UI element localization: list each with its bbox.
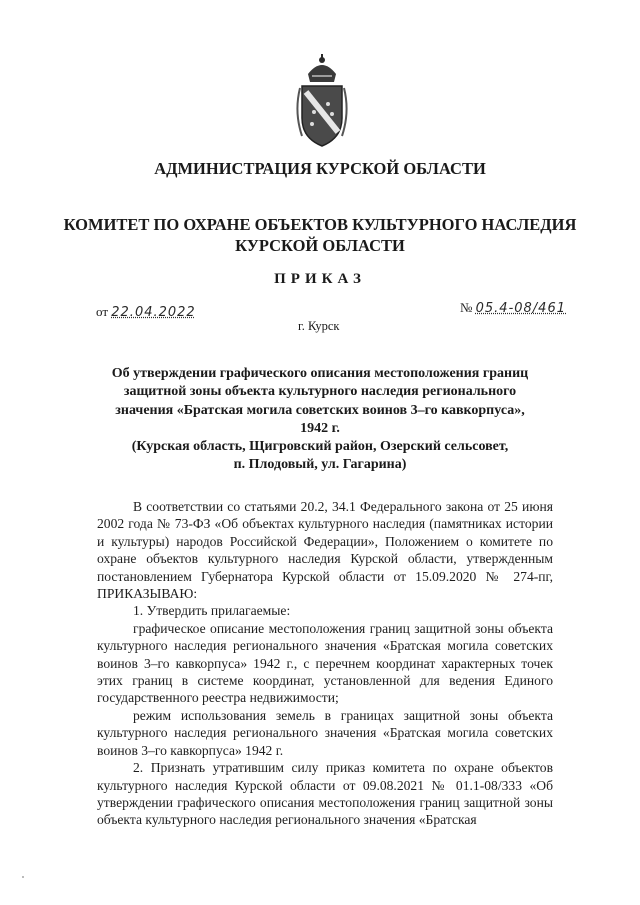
number-prefix: №: [459, 300, 473, 315]
order-subject: [0, 365, 640, 475]
date-handwritten-value: 22.04.2022: [111, 305, 196, 320]
order-date: [96, 304, 196, 320]
subject-line-1: Об утверждении графического описания местоположения границ: [111, 366, 529, 381]
subject-line-6: п. Плодовый, ул. Гагарина): [233, 457, 407, 473]
order-number: [460, 300, 566, 316]
body-paragraph-land-use-regime: режим использования земель в границах защитной зоны объекта культурного наследия регионального значения «Братская могила советских воинов 3–го кавкорпуса» 1942 г.: [97, 707, 553, 758]
committee-title-line-2: КУРСКОЙ ОБЛАСТИ: [235, 236, 405, 255]
body-paragraph-legal-basis: В соответствии со статьями 20.2, 34.1 Федерального закона от 25 июня 2002 года № 73-ФЗ «Об объектах культурного наследия (памятниках истории и культуры) народов Российской Федерации», Положением о комитете по охране объектов культурного наследия Курской области, утвержденным постановлением Губернатора Курской области от 15.09.2020 № 274-пг, ПРИКАЗЫВАЮ:: [97, 499, 553, 602]
committee-title: [0, 214, 640, 256]
body-paragraph-item-1: 1. Утвердить прилагаемые:: [133, 603, 291, 619]
body-paragraph-graphic-description: графическое описание местоположения границ защитной зоны объекта культурного наследия регионального значения «Братская могила советских воинов 3–го кавкорпуса» 1942 г., с перечнем координат характерных точек этих границ в системе координат, установленной для ведения Единого государственного реестра недвижимости;: [97, 620, 553, 706]
subject-line-5: (Курская область, Щигровский район, Озерский сельсовет,: [131, 439, 509, 455]
number-handwritten-value: 05.4-08/461: [475, 301, 566, 316]
coat-of-arms-emblem-icon: [294, 52, 350, 148]
body-paragraph-item-2: 2. Признать утратившим силу приказ комитета по охране объектов культурного наследия Курской области от 09.08.2021 № 01.1-08/333 «Об утверждении графического описания местоположения границ защитной зоны объекта культурного наследия регионального значения «Братская: [97, 760, 553, 828]
date-prefix: от: [96, 304, 109, 319]
administration-title: АДМИНИСТРАЦИЯ КУРСКОЙ ОБЛАСТИ: [154, 159, 486, 178]
city-label: г. Курск: [298, 319, 340, 333]
subject-line-2: защитной зоны объекта культурного наследия регионального: [123, 384, 517, 400]
order-body: [97, 498, 553, 829]
committee-title-line-1: КОМИТЕТ ПО ОХРАНЕ ОБЪЕКТОВ КУЛЬТУРНОГО НАСЛЕДИЯ: [63, 215, 577, 234]
subject-line-4: 1942 г.: [300, 420, 340, 436]
document-type-heading: ПРИКАЗ: [274, 271, 366, 287]
subject-line-3: значения «Братская могила советских воинов 3–го кавкорпуса»,: [115, 402, 525, 418]
scan-speck: [22, 876, 24, 878]
